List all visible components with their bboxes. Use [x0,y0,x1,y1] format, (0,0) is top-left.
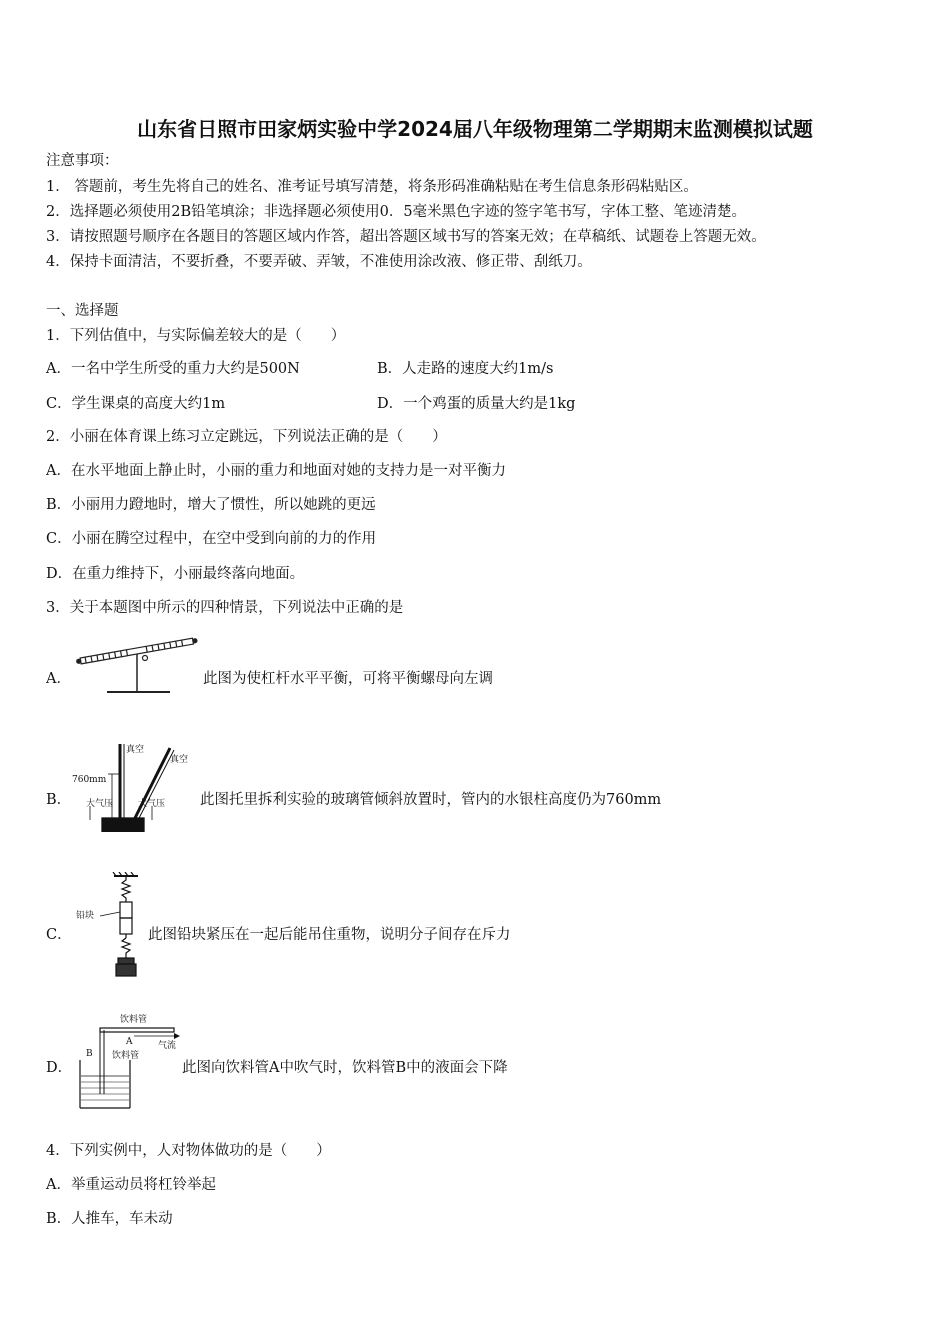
exam-title: 山东省日照市田家炳实验中学2024届八年级物理第二学期期末监测模拟试题 [137,117,813,141]
q1-option-c: C．学生课桌的高度大约1m [46,396,226,412]
notice-item-4: 4．保持卡面清洁，不要折叠，不要弄破、弄皱，不准使用涂改液、修正带、刮纸刀。 [46,254,592,270]
straw-a-label: A [126,1037,133,1047]
airflow-label: 气流 [158,1041,177,1051]
q2-option-b: B．小丽用力蹬地时，增大了惯性，所以她跳的更远 [46,497,376,513]
lever-figure [75,630,205,698]
notice-item-3: 3．请按照题号顺序在各题目的答题区域内作答，超出答题区域书写的答案无效；在草稿纸、试题卷上答题无效。 [46,229,766,245]
lead-label: 铅块 [76,911,95,921]
q4-option-a: A．举重运动员将杠铃举起 [46,1177,216,1193]
torricelli-figure [72,740,197,832]
atm-label-1: 大气压 [86,799,114,809]
q2-option-c: C．小丽在腾空过程中，在空中受到向前的力的作用 [46,531,377,547]
q3-option-a-text: 此图为使杠杆水平平衡，可将平衡螺母向左调 [203,671,493,687]
q1-option-b: B．人走路的速度大约1m/s [377,361,554,377]
lead-block-figure [76,872,146,982]
q2-option-a: A．在水平地面上静止时，小丽的重力和地面对她的支持力是一对平衡力 [46,463,506,479]
straw-figure [74,1008,182,1112]
q3-option-c-label: C． [46,927,72,943]
q3-option-d-text: 此图向饮料管A中吹气时，饮料管B中的液面会下降 [182,1060,508,1076]
q4-stem: 4．下列实例中，人对物体做功的是（ ） [46,1143,331,1159]
notice-item-1: 1． 答题前，考生先将自己的姓名、准考证号填写清楚，将条形码准确粘贴在考生信息条形码粘贴区。 [46,179,698,195]
q3-option-b-label: B． [46,792,72,808]
height-label: 760mm [72,775,107,785]
notice-heading: 注意事项： [46,153,119,169]
atm-label-2: 大气压 [138,799,166,809]
vacuum-label-1: 真空 [126,745,145,755]
straw-top-label: 饮料管 [120,1015,148,1025]
straw-b-label: B [86,1049,93,1059]
q4-option-b: B．人推车，车未动 [46,1211,173,1227]
q1-option-d: D．一个鸡蛋的质量大约是1kg [377,396,576,412]
q1-stem: 1．下列估值中，与实际偏差较大的是（ ） [46,328,346,344]
q2-stem: 2．小丽在体育课上练习立定跳远，下列说法正确的是（ ） [46,429,447,445]
straw-b-tube-label: 饮料管 [112,1051,140,1061]
vacuum-label-2: 真空 [170,755,189,765]
q3-option-d-label: D． [46,1060,73,1076]
q3-option-c-text: 此图铅块紧压在一起后能吊住重物，说明分子间存在斥力 [148,927,511,943]
q1-option-a: A．一名中学生所受的重力大约是500N [46,361,300,377]
notice-item-2: 2．选择题必须使用2B铅笔填涂；非选择题必须使用0．5毫米黑色字迹的签字笔书写，字体工整、笔迹清楚。 [46,204,747,220]
q3-option-a-label: A． [46,671,71,687]
q2-option-d: D．在重力维持下，小丽最终落向地面。 [46,566,305,582]
section-heading: 一、选择题 [46,303,119,319]
q3-stem: 3．关于本题图中所示的四种情景，下列说法中正确的是 [46,600,404,616]
q3-option-b-text: 此图托里拆利实验的玻璃管倾斜放置时，管内的水银柱高度仍为760mm [200,792,662,808]
